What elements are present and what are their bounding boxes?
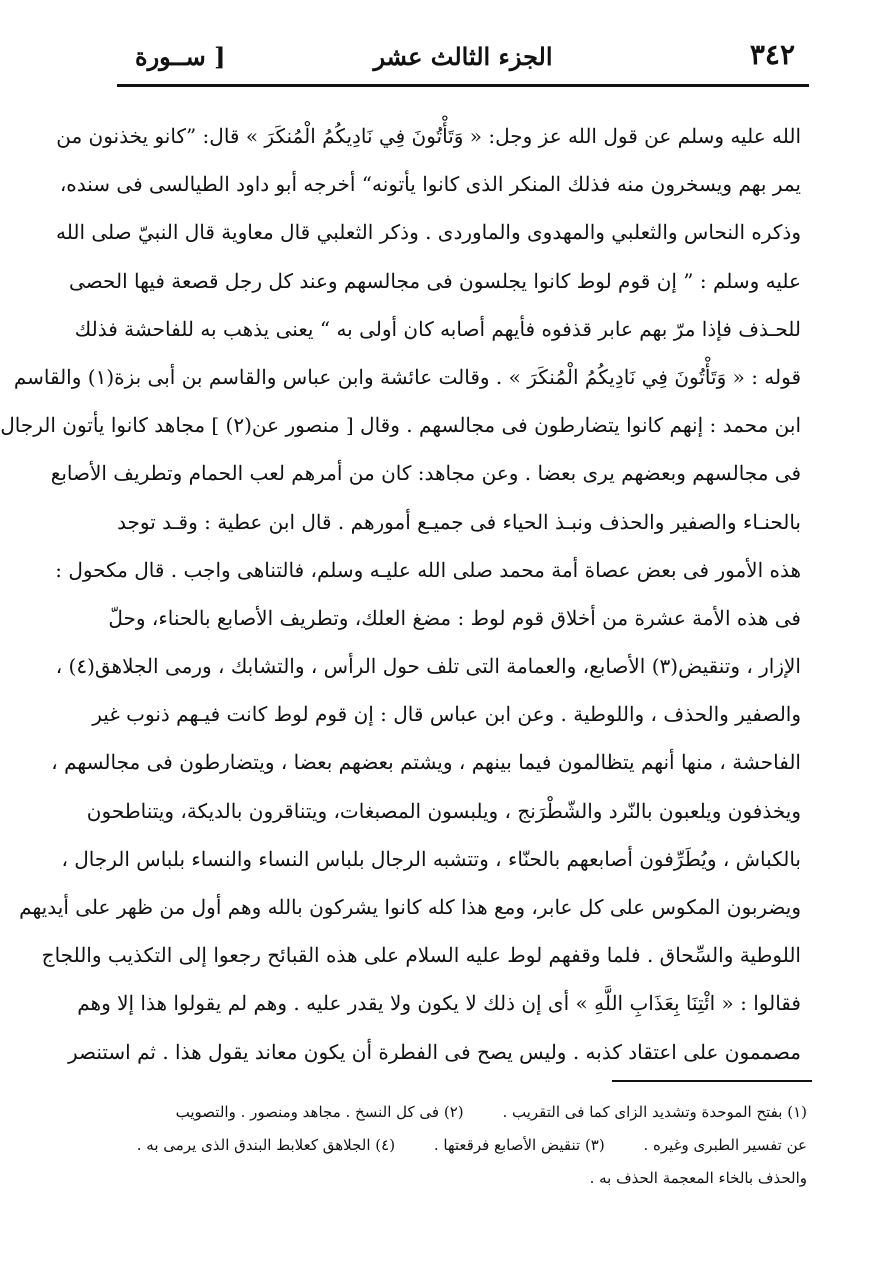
text-line: بالحنـاء والصفير والحذف ونبـذ الحياء فى جميـع أمورهم . قال ابن عطية : وقـد توجد	[117, 509, 801, 534]
sura-label: [ ســورة	[135, 42, 226, 71]
footnote-line	[107, 1162, 807, 1195]
text-line: ويخذفون ويلعبون بالنّرد والشّطْرَنج ، ويلبسون المصبغات، ويتناقرون بالديكة، ويتناطحون	[86, 798, 801, 823]
text-line: هذه الأمور فى بعض عصاة أمة محمد صلى الله عليـه وسلم، فالتناهى واجب . قال مكحول :	[55, 557, 801, 582]
footnotes	[107, 1096, 807, 1195]
text-line: الفاحشة ، منها أنهم يتظالمون فيما بينهم ، ويشتم بعضهم بعضا ، ويتضارطون فى مجالسهم ،	[51, 750, 801, 775]
footnote-4: (٤) الجلاهق كعلابط البندق الذى يرمى به .	[136, 1136, 396, 1154]
text-line: فى مجالسهم وبعضهم يرى بعضا . وعن مجاهد: كان من أمرهم لعب الحمام وتطريف الأصابع	[50, 461, 801, 486]
footnote-2: (٢) فى كل النسخ . مجاهد ومنصور . والتصويب	[175, 1103, 464, 1121]
text-line: عليه وسلم : ” إن قوم لوط كانوا يجلسون فى مجالسهم وعند كل رجل قصعة فيها الحصى	[69, 268, 801, 293]
text-line: ويضربون المكوس على كل عابر، ومع هذا كله كانوا يشركون بالله وهم أول من ظهر على أيديهم	[19, 895, 801, 919]
body-text	[0, 112, 801, 1076]
footnote-1: (١) بفتح الموحدة وتشديد الزاى كما فى التقريب .	[502, 1103, 807, 1121]
footnote-line	[107, 1129, 807, 1162]
footnote-2-continued: عن تفسير الطبرى وغيره .	[643, 1136, 807, 1154]
text-line: يمر بهم ويسخرون منه فذلك المنكر الذى كانوا يأتونه“ أخرجه أبو داود الطيالسى فى سنده،	[59, 172, 801, 197]
text-line: الله عليه وسلم عن قول الله عز وجل: « وَتَأْتُونَ فِي نَادِيكُمُ الْمُنكَرَ » قال: ”كانو يخذنون من	[56, 124, 801, 148]
text-line: الإزار ، وتنقيض(٣) الأصابع، والعمامة التى تلف حول الرأس ، والتشابك ، ورمى الجلاهق(٤) ،	[55, 654, 801, 679]
footnote-separator	[612, 1080, 812, 1082]
page-number: ٣٤٢	[749, 38, 795, 71]
text-line: والصفير والحذف ، واللوطية . وعن ابن عباس قال : إن قوم لوط كانت فيـهم ذنوب غير	[92, 702, 801, 727]
text-line: فى هذه الأمة عشرة من أخلاق قوم لوط : مضغ العلك، وتطريف الأصابع بالحناء، وحلّ	[108, 605, 801, 630]
footnote-4-continued: والحذف بالخاء المعجمة الحذف به .	[589, 1169, 807, 1187]
footnote-3: (٣) تنقيض الأصابع فرقعتها .	[433, 1136, 605, 1154]
text-line: وذكره النحاس والثعلبي والمهدوى والماوردى . وذكر الثعلبي قال معاوية قال النبيّ صلى الله	[56, 220, 801, 245]
page-header	[117, 38, 809, 86]
running-title: الجزء الثالث عشر	[373, 42, 553, 71]
footnote-line	[107, 1096, 807, 1129]
text-line: فقالوا : « ائْتِنَا بِعَذَابِ اللَّهِ » أى إن ذلك لا يكون ولا يقدر عليه . وهم لم يقولوا هذا إلا وهم	[77, 991, 801, 1016]
header-rule	[117, 84, 809, 87]
text-line: قوله : « وَتَأْتُونَ فِي نَادِيكُمُ الْمُنكَرَ » . وقالت عائشة وابن عباس والقاسم بن أبى بزة(١) والقاسم	[13, 364, 801, 389]
text-line: بالكباش ، ويُطَرِّفون أصابعهم بالحنّاء ، وتتشبه الرجال بلباس النساء والنساء بلباس الرجال ،	[61, 846, 801, 871]
text-line: مصممون على اعتقاد كذبه . وليس يصح فى الفطرة أن يكون معاند يقول هذا . ثم استنصر	[67, 1039, 801, 1064]
text-line: للحـذف فإذا مرّ بهم عابر قذفوه فأيهم أصابه كان أولى به “ يعنى يذهب به للفاحشة فذلك	[74, 316, 801, 341]
text-line: ابن محمد : إنهم كانوا يتضارطون فى مجالسهم . وقال [ منصور عن(٢) ] مجاهد كانوا يأتون الرجال	[0, 413, 801, 438]
text-line: اللوطية والسِّحاق . فلما وقفهم لوط عليه السلام على هذه القبائح رجعوا إلى التكذيب واللجاج	[41, 943, 801, 968]
